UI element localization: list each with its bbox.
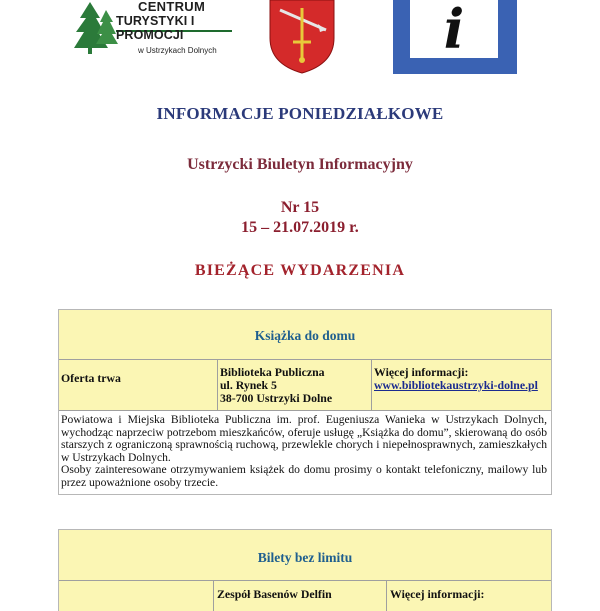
more-info-link[interactable]: www.bibliotekaustrzyki-dolne.pl — [374, 378, 538, 392]
event-card — [58, 529, 552, 611]
event-place: Zespół Basenów Delfin — [217, 587, 332, 601]
event-description — [61, 414, 547, 490]
place-line-2: ul. Rynek 5 — [220, 378, 277, 392]
logo-line-2: TURYSTYKI I PROMOCJI — [116, 14, 195, 42]
event-card — [58, 309, 552, 495]
event-title: Bilety bez limitu — [257, 550, 353, 565]
col-divider — [371, 360, 372, 410]
place-line-1: Biblioteka Publiczna — [220, 365, 325, 379]
place-line-3: 38-700 Ustrzyki Dolne — [220, 391, 333, 405]
row-divider — [59, 410, 551, 411]
col-divider — [213, 581, 214, 611]
section-title: BIEŻĄCE WYDARZENIA — [194, 262, 406, 279]
event-place — [220, 366, 332, 405]
event-when: Oferta trwa — [61, 371, 121, 385]
logo-line-1: CENTRUM — [138, 0, 206, 14]
more-info-label: Więcej informacji: — [390, 587, 485, 601]
logo-line-3: w Ustrzykach Dolnych — [138, 46, 217, 55]
col-divider — [217, 360, 218, 410]
page-title: INFORMACJE PONIEDZIAŁKOWE — [156, 104, 444, 123]
row-divider — [59, 359, 551, 360]
coat-of-arms-icon — [268, 0, 336, 74]
bulletin-subtitle: Ustrzycki Biuletyn Informacyjny — [187, 156, 413, 173]
description-paragraph: Powiatowa i Miejska Biblioteka Publiczna im. prof. Eugeniusza Wanieka w Ustrzykach Dolnych, wychodząc naprzeciw potrzebom mieszkańców, oferuje usługę „Książka do domu”, skierowaną do osób starszych z ograniczoną sprawnością ruchową, przewlekle chorych i niepełnosprawnych, zamieszkałych w Ustrzykach Dolnych. — [61, 413, 547, 464]
event-more-info — [374, 366, 538, 392]
description-paragraph: Osoby zainteresowane otrzymywaniem książek do domu prosimy o kontakt telefoniczny, mailowy lub przez upoważnione osoby trzecie. — [61, 463, 547, 489]
centrum-logo — [72, 0, 232, 56]
centrum-logo-text — [116, 0, 232, 58]
event-title: Książka do domu — [254, 328, 356, 343]
issue-number: Nr 15 — [280, 199, 320, 216]
col-divider — [386, 581, 387, 611]
spruce-tree-icon — [72, 0, 120, 56]
info-icon: i — [443, 0, 465, 61]
more-info-label: Więcej informacji: — [374, 365, 469, 379]
issue-dates: 15 – 21.07.2019 r. — [241, 219, 359, 236]
